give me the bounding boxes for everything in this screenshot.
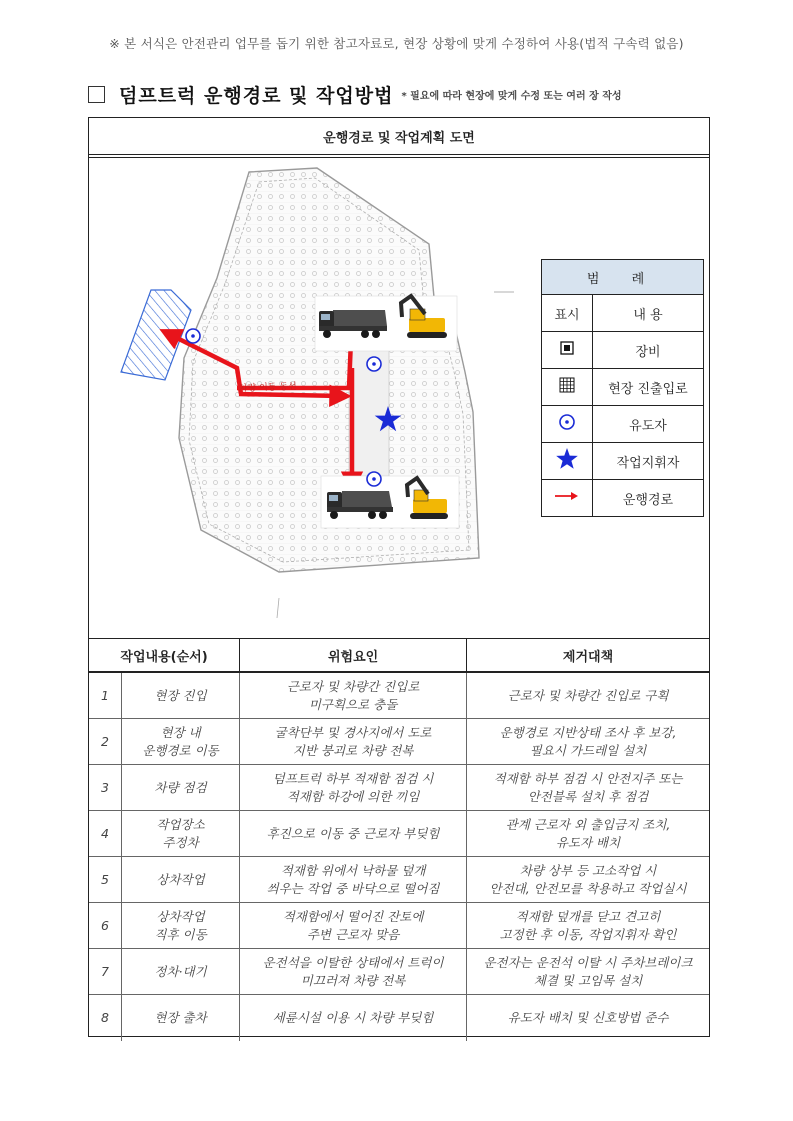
task-cell xyxy=(122,995,240,1042)
hazard-cell xyxy=(240,857,467,903)
task-cell xyxy=(122,857,240,903)
row-number: 8 xyxy=(89,995,122,1042)
hazard-cell xyxy=(240,765,467,811)
task-cell-line: 현장 진입 xyxy=(154,687,207,703)
hazard-cell xyxy=(240,903,467,949)
row-number: 4 xyxy=(89,811,122,857)
guide-circle-dot-icon xyxy=(558,413,576,431)
disclaimer-notice: ※ 본 서식은 안전관리 업무를 돕기 위한 참고자료로, 현장 상황에 맞게 수정하여 사용(법적 구속력 없음) xyxy=(109,36,684,51)
section-heading xyxy=(88,81,728,107)
measure-cell xyxy=(467,857,709,903)
measure-cell-line: 운전자는 운전석 이탈 시 주차브레이크 xyxy=(483,954,693,970)
legend-row-route xyxy=(542,480,704,517)
equipment-bottom xyxy=(321,476,459,528)
checkbox-icon xyxy=(88,86,105,103)
hazard-cell-line: 씌우는 작업 중 바닥으로 떨어짐 xyxy=(266,880,440,896)
table-row xyxy=(89,857,709,903)
legend-label: 현장 진출입로 xyxy=(593,369,704,406)
measure-cell-line: 고정한 후 이동, 작업지휘자 확인 xyxy=(499,926,677,942)
guide-marker-top xyxy=(367,357,381,371)
measure-cell-line: 유도자 배치 xyxy=(555,834,621,850)
plan-form xyxy=(88,117,710,1037)
legend-table xyxy=(541,259,704,517)
measure-cell xyxy=(467,765,709,811)
measure-cell-line: 필요시 가드레일 설치 xyxy=(529,742,647,758)
hazard-cell xyxy=(240,719,467,765)
header-task: 작업내용(순서) xyxy=(89,639,240,673)
hazard-cell-line: 미구획으로 충돌 xyxy=(308,696,398,712)
measure-cell xyxy=(467,719,709,765)
star-icon xyxy=(555,447,579,471)
measure-cell xyxy=(467,903,709,949)
hazard-cell-line: 적재함 하강에 의한 끼임 xyxy=(286,788,420,804)
legend-label: 장비 xyxy=(593,332,704,369)
table-row xyxy=(89,949,709,995)
task-cell-line: 운행경로 이동 xyxy=(142,742,219,758)
legend-row-equipment xyxy=(542,332,704,369)
task-cell-line: 차량 점검 xyxy=(154,779,207,795)
task-cell xyxy=(122,811,240,857)
legend-label: 운행경로 xyxy=(593,480,704,517)
plan-title: 운행경로 및 작업계획 도면 xyxy=(89,118,709,155)
measure-cell-line: 적재함 하부 점검 시 안전지주 또는 xyxy=(493,770,683,786)
task-cell-line: 정차·대기 xyxy=(154,963,207,979)
measure-cell-line: 안전대, 안전모를 착용하고 작업실시 xyxy=(489,880,687,896)
section-title: 덤프트럭 운행경로 및 작업방법 xyxy=(119,84,394,107)
red-arrow-icon xyxy=(553,490,581,502)
table-row xyxy=(89,811,709,857)
hazard-cell-line: 주변 근로자 맞음 xyxy=(306,926,400,942)
task-cell-line: 직후 이동 xyxy=(154,926,207,942)
task-cell-line: 현장 내 xyxy=(160,724,201,740)
legend-header-content: 내 용 xyxy=(593,295,704,332)
hazard-cell-line: 굴착단부 및 경사지에서 도로 xyxy=(274,724,432,740)
table-row xyxy=(89,765,709,811)
measure-cell-line: 체결 및 고임목 설치 xyxy=(533,972,643,988)
grid-entrance-icon xyxy=(559,377,575,393)
task-cell-line: 주정차 xyxy=(162,834,199,850)
header-hazard: 위험요인 xyxy=(240,639,467,673)
route-label: 차량 이동 동선 xyxy=(238,381,297,394)
row-number: 2 xyxy=(89,719,122,765)
equipment-top xyxy=(315,296,457,351)
hazard-cell-line: 운전석을 이탈한 상태에서 트럭이 xyxy=(262,954,444,970)
measure-cell-line: 차량 상부 등 고소작업 시 xyxy=(519,862,657,878)
task-cell-line: 작업장소 xyxy=(156,816,205,832)
hazard-cell-line: 미끄러져 차량 전복 xyxy=(300,972,406,988)
row-number: 1 xyxy=(89,672,122,719)
measure-cell-line: 관계 근로자 외 출입금지 조치, xyxy=(505,816,671,832)
equipment-icon xyxy=(560,341,574,355)
measure-cell xyxy=(467,995,709,1042)
task-cell-line: 현장 출차 xyxy=(154,1010,207,1025)
legend-title: 범 례 xyxy=(542,260,704,295)
hazard-cell-line: 적재함 위에서 낙하물 덮개 xyxy=(280,862,426,878)
hazard-cell xyxy=(240,672,467,719)
measure-cell xyxy=(467,949,709,995)
table-row xyxy=(89,995,709,1042)
measure-cell xyxy=(467,672,709,719)
table-row xyxy=(89,903,709,949)
legend-row-guide xyxy=(542,406,704,443)
legend-label: 작업지휘자 xyxy=(593,443,704,480)
table-row xyxy=(89,672,709,719)
hazard-cell-line: 덤프트럭 하부 적재함 점검 시 xyxy=(272,770,434,786)
measure-cell-line: 안전블록 설치 후 점검 xyxy=(527,788,649,804)
task-cell-line: 상차작업 xyxy=(156,908,205,924)
row-number: 3 xyxy=(89,765,122,811)
site-plan-area xyxy=(89,158,709,638)
legend-label: 유도자 xyxy=(593,406,704,443)
legend-row-supervisor xyxy=(542,443,704,480)
hazard-cell-line: 지반 붕괴로 차량 전복 xyxy=(292,742,414,758)
site-boundary xyxy=(179,168,514,618)
guide-marker-entrance xyxy=(186,329,200,343)
table-row xyxy=(89,719,709,765)
measure-cell xyxy=(467,811,709,857)
hazard-cell-line: 후진으로 이동 중 근로자 부딪힘 xyxy=(266,825,440,841)
site-entrance-hatch xyxy=(121,290,191,380)
hazard-cell-line: 적재함에서 떨어진 잔토에 xyxy=(282,908,424,924)
task-cell xyxy=(122,672,240,719)
legend-row-entrance xyxy=(542,369,704,406)
task-cell xyxy=(122,903,240,949)
measure-cell-line: 유도자 배치 및 신호방법 준수 xyxy=(507,1010,669,1025)
header-measure: 제거대책 xyxy=(467,639,709,673)
task-cell xyxy=(122,765,240,811)
hazard-cell xyxy=(240,949,467,995)
task-cell xyxy=(122,719,240,765)
hazard-cell xyxy=(240,995,467,1042)
measure-cell-line: 적재함 덮개를 닫고 견고히 xyxy=(515,908,661,924)
work-method-table xyxy=(89,638,709,1041)
legend-header-symbol: 표시 xyxy=(542,295,593,332)
row-number: 7 xyxy=(89,949,122,995)
measure-cell-line: 근로자 및 차량간 진입로 구획 xyxy=(507,687,669,703)
section-note: * 필요에 따라 현장에 맞게 수정 또는 여러 장 작성 xyxy=(401,90,622,102)
guide-marker-bottom xyxy=(367,472,381,486)
hazard-cell-line: 세륜시설 이용 시 차량 부딪힘 xyxy=(272,1010,434,1025)
row-number: 5 xyxy=(89,857,122,903)
hazard-cell xyxy=(240,811,467,857)
task-cell xyxy=(122,949,240,995)
task-cell-line: 상차작업 xyxy=(156,871,205,887)
row-number: 6 xyxy=(89,903,122,949)
measure-cell-line: 운행경로 지반상태 조사 후 보강, xyxy=(499,724,677,740)
hazard-cell-line: 근로자 및 차량간 진입로 xyxy=(286,678,420,694)
